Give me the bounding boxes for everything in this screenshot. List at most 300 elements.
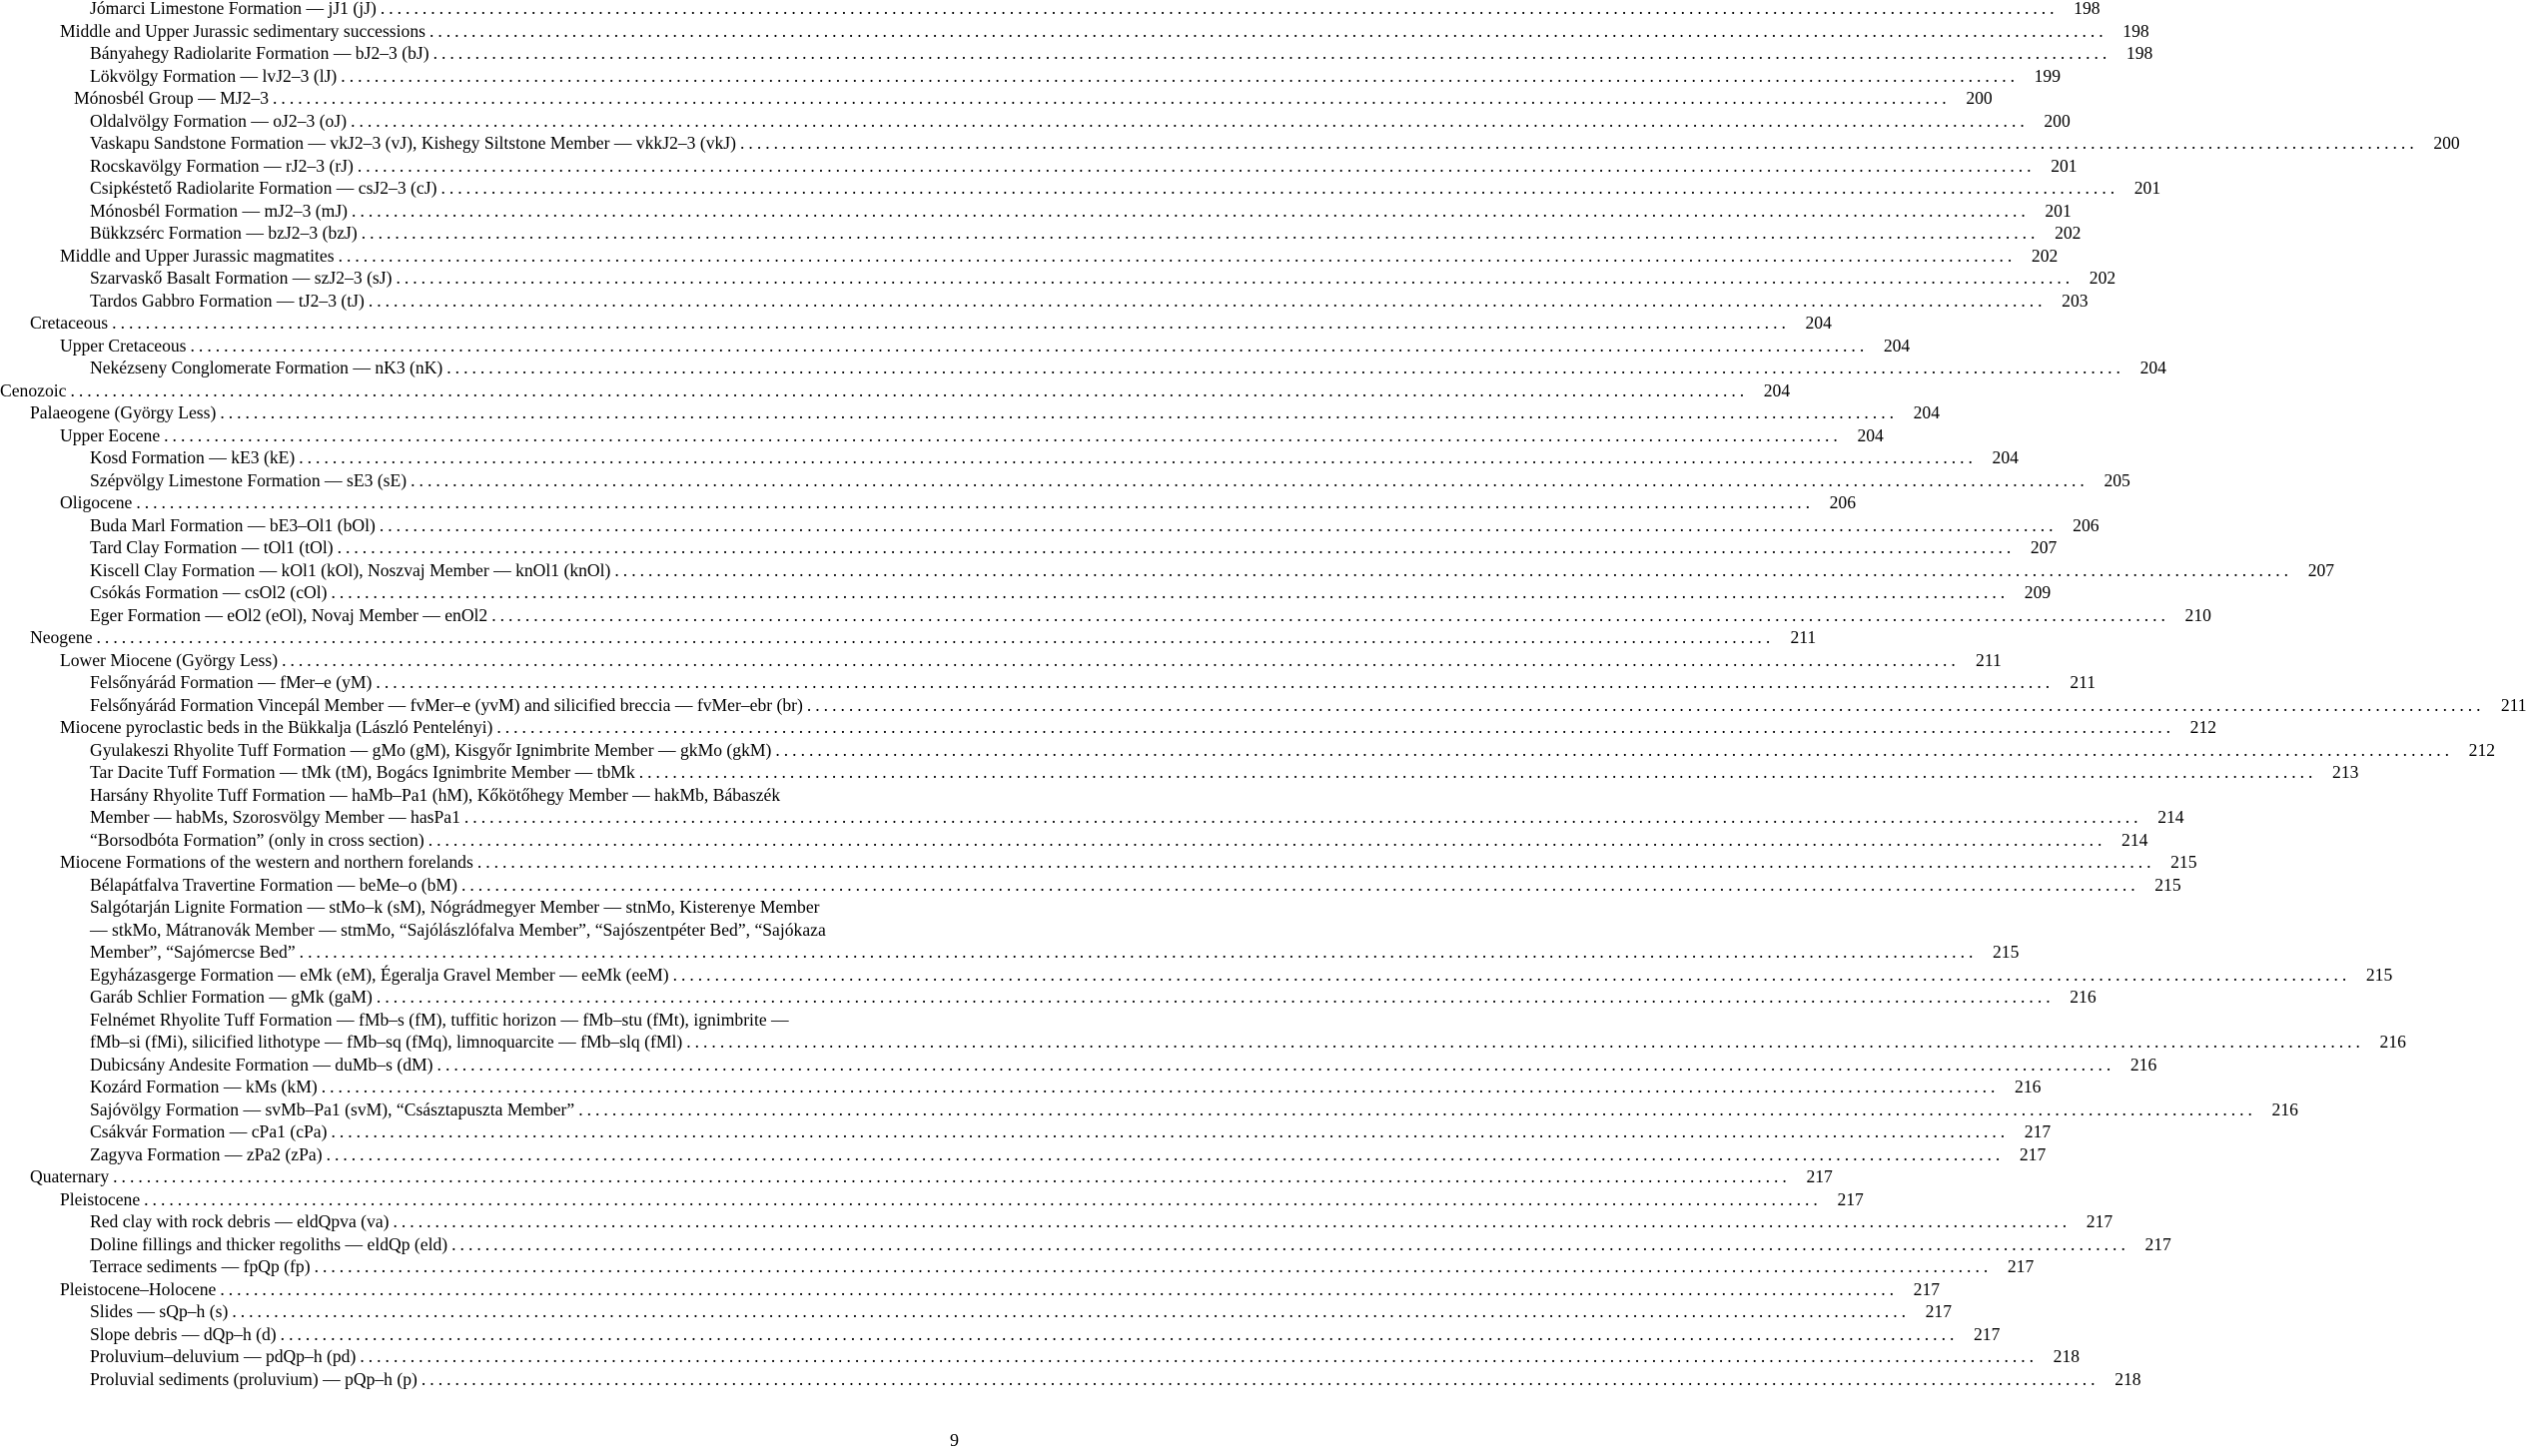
toc-page-number: 214: [2157, 807, 2184, 827]
toc-page-number: 207: [2030, 537, 2058, 557]
dot-leader: ........................................................................................................................................................................................................: [428, 20, 2107, 41]
toc-row: [0, 1076, 2042, 1097]
toc-page-number: 217: [2086, 1211, 2113, 1231]
toc-entry[interactable]: [90, 0, 2101, 19]
toc-page-number: 204: [1805, 313, 1832, 333]
toc-page-number: 202: [2055, 223, 2082, 243]
toc-title: Member — habMs, Szorosvölgy Member — hasPa1: [90, 807, 460, 827]
toc-row: [0, 87, 1993, 109]
toc-page-number: 211: [2500, 694, 2527, 715]
toc-page-number: 217: [1806, 1166, 1833, 1186]
toc-row: [0, 716, 2217, 738]
toc-entry[interactable]: [90, 200, 2072, 222]
dot-leader: ........................................................................................................................................................................................................: [136, 492, 1814, 512]
toc-entry[interactable]: [74, 87, 1993, 109]
toc-entry[interactable]: [30, 312, 1832, 334]
toc-row: [0, 896, 959, 918]
toc-row: [0, 1323, 2001, 1345]
dot-leader: ........................................................................................................................................................................................................: [672, 964, 2351, 985]
toc-entry[interactable]: [90, 1120, 2052, 1142]
toc-row: [0, 132, 2460, 154]
toc-page-number: 212: [2468, 739, 2496, 760]
dot-leader: ........................................................................................................................................................................................................: [220, 402, 1898, 422]
toc-title: Pleistocene: [60, 1188, 141, 1209]
toc-title: Egyházasgerge Formation — eMk (eM), Égeralja Gravel Member — eeMk (eeM): [90, 964, 669, 985]
toc-entry[interactable]: [90, 222, 2082, 244]
toc-entry[interactable]: [0, 379, 1791, 401]
toc-page-number: 200: [2433, 133, 2460, 153]
toc-title: Lökvölgy Formation — lvJ2–3 (lJ): [90, 65, 338, 86]
toc-entry[interactable]: [90, 1255, 2035, 1277]
dot-leader: ........................................................................................................................................................................................................: [379, 514, 2058, 535]
toc-title: Tard Clay Formation — tOl1 (tOl): [90, 537, 334, 557]
toc-page-number: 204: [1913, 402, 1940, 422]
dot-leader: ........................................................................................................................................................................................................: [393, 1211, 2072, 1231]
toc-row: [0, 559, 2335, 581]
dot-leader: ........................................................................................................................................................................................................: [686, 1032, 2364, 1052]
dot-leader: ........................................................................................................................................................................................................: [357, 155, 2036, 176]
dot-leader: ........................................................................................................................................................................................................: [273, 88, 1951, 108]
toc-title: Zagyva Formation — zPa2 (zPa): [90, 1143, 323, 1164]
toc-entry[interactable]: [90, 896, 959, 918]
dot-leader: ........................................................................................................................................................................................................: [432, 43, 2111, 63]
dot-leader: ........................................................................................................................................................................................................: [376, 672, 2055, 692]
toc-row: [0, 1009, 959, 1031]
toc-title: Kozárd Formation — kMs (kM): [90, 1077, 318, 1096]
toc-row: [0, 581, 2052, 603]
toc-page-number: 217: [1913, 1278, 1941, 1299]
dot-leader: ........................................................................................................................................................................................................: [740, 133, 2418, 153]
dot-leader: ........................................................................................................................................................................................................: [496, 717, 2175, 737]
toc-row: [0, 806, 2184, 828]
page-number: 9: [950, 1430, 959, 1450]
dot-leader: ........................................................................................................................................................................................................: [368, 290, 2047, 311]
toc-title: Kosd Formation — kE3 (kE): [90, 447, 296, 467]
toc-title: Slides — sQp–h (s): [90, 1301, 229, 1321]
toc-title: Salgótarján Lignite Formation — stMo–k (sM), Nógrádmegyer Member — stnMo, Kisterenye Member: [90, 897, 820, 917]
toc-page-number: 217: [1837, 1188, 1864, 1209]
dot-leader: ........................................................................................................................................................................................................: [113, 1166, 1791, 1186]
toc-title: Proluvium–deluvium — pdQp–h (pd): [90, 1346, 357, 1366]
toc-row: [0, 1031, 2406, 1053]
toc-row: [0, 267, 2116, 289]
toc-title: Eger Formation — eOl2 (eOl), Novaj Member — enOl2: [90, 604, 488, 625]
toc-row: [0, 1098, 2298, 1120]
dot-leader: ........................................................................................................................................................................................................: [112, 313, 1790, 333]
toc-title: Buda Marl Formation — bE3–Ol1 (bOl): [90, 514, 376, 535]
dot-leader: ........................................................................................................................................................................................................: [220, 1278, 1899, 1299]
toc-entry[interactable]: [60, 491, 1856, 513]
toc-title: Csókás Formation — csOl2 (cOl): [90, 582, 328, 602]
toc-title: Middle and Upper Jurassic sedimentary successions: [60, 20, 425, 41]
toc-entry[interactable]: [90, 1233, 2171, 1255]
dot-leader: ........................................................................................................................................................................................................: [326, 1143, 2005, 1164]
toc-entry[interactable]: [60, 716, 2217, 738]
toc-entry[interactable]: [90, 559, 2335, 581]
toc-page-number: 199: [2034, 65, 2061, 86]
dot-leader: ........................................................................................................................................................................................................: [338, 245, 2017, 266]
dot-leader: ........................................................................................................................................................................................................: [299, 942, 1978, 962]
toc-entry[interactable]: [90, 739, 2496, 761]
toc-title: Gyulakeszi Rhyolite Tuff Formation — gMo (gM), Kisgyőr Ignimbrite Member — gkMo (gkM): [90, 739, 772, 760]
toc-title: Oligocene: [60, 492, 133, 512]
toc-page-number: 201: [2133, 178, 2161, 198]
toc-entry[interactable]: [60, 424, 1884, 446]
toc-entry[interactable]: [90, 1098, 2298, 1120]
toc-page-number: 202: [2089, 268, 2116, 288]
toc-entry[interactable]: [90, 110, 2071, 132]
toc-page-number: 202: [2031, 245, 2059, 266]
toc-row: [0, 919, 959, 941]
dot-leader: ........................................................................................................................................................................................................: [638, 762, 2317, 782]
toc-page-number: 198: [2122, 20, 2149, 41]
toc-title: Cenozoic: [0, 379, 67, 400]
toc-row: [0, 941, 2020, 963]
dot-leader: ........................................................................................................................................................................................................: [436, 1054, 2115, 1075]
toc-page-number: 206: [1829, 492, 1856, 512]
toc-page-number: 217: [2019, 1143, 2047, 1164]
dot-leader: ........................................................................................................................................................................................................: [299, 447, 1977, 467]
toc-page-number: 215: [1992, 942, 2020, 962]
dot-leader: ........................................................................................................................................................................................................: [164, 424, 1842, 445]
toc-entry[interactable]: [30, 401, 1940, 423]
dot-leader: ........................................................................................................................................................................................................: [232, 1301, 1910, 1321]
toc-title: Miocene Formations of the western and northern forelands: [60, 852, 473, 872]
toc-page-number: 216: [2015, 1077, 2042, 1096]
toc-entry[interactable]: [90, 1323, 2001, 1345]
toc-row: [0, 1143, 2047, 1165]
toc-title: Harsány Rhyolite Tuff Formation — haMb–Pa1 (hM), Kőkötőhegy Member — hakMb, Bábaszék: [90, 784, 781, 805]
dot-leader: ........................................................................................................................................................................................................: [614, 559, 2293, 580]
toc-entry[interactable]: [60, 851, 2197, 873]
toc-entry[interactable]: [60, 649, 2002, 671]
toc-entry[interactable]: [90, 177, 2161, 199]
toc-row: [0, 604, 2211, 626]
toc-page-number: 201: [2051, 155, 2078, 176]
toc-row: [0, 1233, 2171, 1255]
toc-row: [0, 514, 2100, 536]
dot-leader: ........................................................................................................................................................................................................: [337, 537, 2016, 557]
dot-leader: ........................................................................................................................................................................................................: [578, 1098, 2256, 1119]
dot-leader: ........................................................................................................................................................................................................: [282, 649, 1960, 670]
toc-entry[interactable]: [90, 514, 2100, 536]
toc-page-number: 200: [2044, 110, 2071, 131]
toc-row: [0, 245, 2059, 267]
dot-leader: ........................................................................................................................................................................................................: [331, 582, 2010, 602]
dot-leader: ........................................................................................................................................................................................................: [451, 1233, 2129, 1254]
dot-leader: ........................................................................................................................................................................................................: [352, 200, 2030, 221]
toc-title: Slope debris — dQp–h (d): [90, 1323, 277, 1344]
toc-title: Nekézseny Conglomerate Formation — nK3 (nK): [90, 358, 443, 377]
toc-page-number: 211: [2070, 672, 2097, 692]
toc-row: [0, 784, 959, 806]
toc-entry[interactable]: [90, 1054, 2157, 1076]
toc-title: Tardos Gabbro Formation — tJ2–3 (tJ): [90, 290, 365, 311]
toc-page-number: 205: [2104, 469, 2130, 490]
toc-entry[interactable]: [60, 335, 1911, 357]
toc-entry[interactable]: [90, 986, 2097, 1008]
toc-page-number: 215: [2365, 964, 2393, 985]
toc-entry[interactable]: [90, 1031, 2406, 1053]
toc-row: [0, 357, 2166, 378]
toc-title: Dubicsány Andesite Formation — duMb–s (dM): [90, 1054, 433, 1075]
toc-title: Kiscell Clay Formation — kOl1 (kOl), Noszvaj Member — knOl1 (knOl): [90, 559, 611, 580]
dot-leader: ........................................................................................................................................................................................................: [144, 1188, 1822, 1209]
toc-entry[interactable]: [90, 919, 959, 941]
toc-entry[interactable]: [90, 806, 2184, 828]
toc-page-number: 217: [1925, 1301, 1952, 1321]
toc-title: Proluvial sediments (proluvium) — pQp–h (p): [90, 1368, 418, 1389]
toc-entry[interactable]: [30, 1165, 1833, 1187]
toc-row: [0, 761, 2359, 783]
toc-title: fMb–si (fMi), silicified lithotype — fMb–sq (fMq), limnoquarcite — fMb–slq (fMl): [90, 1032, 683, 1052]
toc-page-number: 204: [1992, 447, 2019, 467]
toc-page-number: 200: [1966, 88, 1993, 108]
toc-entry[interactable]: [90, 694, 2527, 716]
toc-title: Palaeogene (György Less): [30, 402, 217, 422]
toc-page-number: 204: [1883, 335, 1911, 356]
toc-entry[interactable]: [90, 1143, 2047, 1165]
toc-row: [0, 20, 2149, 42]
toc-title: Csákvár Formation — cPa1 (cPa): [90, 1121, 328, 1141]
toc-page-number: 216: [2070, 987, 2097, 1007]
toc-row: [0, 424, 1884, 446]
dot-leader: ........................................................................................................................................................................................................: [341, 65, 2019, 86]
toc-page-number: 211: [1976, 649, 2002, 670]
toc-title: Terrace sediments — fpQp (fp): [90, 1256, 311, 1276]
dot-leader: ........................................................................................................................................................................................................: [70, 379, 1749, 400]
dot-leader: ........................................................................................................................................................................................................: [376, 987, 2055, 1007]
toc-row: [0, 739, 2496, 761]
toc-row: [0, 200, 2072, 222]
toc-entry[interactable]: [90, 1300, 1952, 1322]
dot-leader: ........................................................................................................................................................................................................: [476, 852, 2155, 872]
toc-title: Vaskapu Sandstone Formation — vkJ2–3 (vJ), Kishegy Siltstone Member — vkkJ2–3 (vkJ): [90, 133, 737, 153]
dot-leader: ........................................................................................................................................................................................................: [491, 604, 2169, 625]
dot-leader: ........................................................................................................................................................................................................: [314, 1256, 1993, 1276]
toc-page-number: 209: [2024, 582, 2052, 602]
dot-leader: ........................................................................................................................................................................................................: [775, 739, 2454, 760]
toc-entry[interactable]: [60, 245, 2059, 267]
toc-page-number: 201: [2045, 200, 2072, 221]
toc-title: Szarvaskő Basalt Formation — szJ2–3 (sJ): [90, 268, 393, 288]
toc-row: [0, 177, 2161, 199]
dot-leader: ........................................................................................................................................................................................................: [427, 829, 2106, 850]
toc-entry[interactable]: [90, 941, 2020, 963]
toc-title: Miocene pyroclastic beds in the Bükkalja (László Pentelényi): [60, 717, 493, 737]
dot-leader: ........................................................................................................................................................................................................: [446, 358, 2124, 377]
toc-page-number: 218: [2114, 1368, 2141, 1389]
toc-page-number: 213: [2332, 762, 2359, 782]
toc-page-number: 212: [2189, 717, 2217, 737]
toc-row: [0, 290, 2089, 312]
toc-page-number: 216: [2271, 1098, 2298, 1119]
toc-row: [0, 0, 2101, 19]
toc-row: [0, 312, 1832, 334]
toc-row: [0, 694, 2527, 716]
toc-row: [0, 222, 2082, 244]
toc-row: [0, 1278, 1941, 1300]
toc-entry[interactable]: [90, 1076, 2042, 1097]
toc-page-number: 207: [2307, 559, 2335, 580]
toc-entry[interactable]: [90, 784, 959, 806]
toc-entry[interactable]: [90, 1368, 2141, 1390]
toc-row: [0, 42, 2153, 64]
toc-entry[interactable]: [90, 604, 2211, 626]
toc-row: [0, 446, 2019, 468]
toc-entry[interactable]: [60, 1188, 1864, 1210]
dot-leader: ........................................................................................................................................................................................................: [380, 0, 2059, 18]
toc-title: Pleistocene–Holocene: [60, 1278, 217, 1299]
dot-leader: ........................................................................................................................................................................................................: [806, 694, 2485, 715]
toc-row: [0, 1188, 1864, 1210]
toc-page-number: 210: [2184, 604, 2211, 625]
toc-title: Neogene: [30, 627, 93, 647]
toc-entry[interactable]: [90, 1009, 959, 1031]
toc-title: Oldalvölgy Formation — oJ2–3 (oJ): [90, 110, 348, 131]
toc-title: Upper Cretaceous: [60, 335, 187, 356]
toc-row: [0, 1368, 2141, 1390]
toc-title: Tar Dacite Tuff Formation — tMk (tM), Bogács Ignimbrite Member — tbMk: [90, 762, 635, 782]
dot-leader: ........................................................................................................................................................................................................: [460, 874, 2139, 895]
toc-title: Felsőnyárád Formation — fMer–e (yM): [90, 672, 373, 692]
dot-leader: ........................................................................................................................................................................................................: [463, 807, 2142, 827]
toc-entry[interactable]: [90, 671, 2097, 693]
dot-leader: ........................................................................................................................................................................................................: [280, 1323, 1959, 1344]
toc-entry[interactable]: [90, 761, 2359, 783]
toc-row: [0, 110, 2071, 132]
toc-entry[interactable]: [90, 446, 2019, 468]
toc-title: Middle and Upper Jurassic magmatites: [60, 245, 335, 266]
toc-row: [0, 155, 2078, 177]
toc-entry[interactable]: [90, 65, 2061, 87]
toc-entry[interactable]: [90, 155, 2078, 177]
toc-title: Garáb Schlier Formation — gMk (gaM): [90, 987, 373, 1007]
toc-row: [0, 1255, 2035, 1277]
toc-entry[interactable]: [60, 1278, 1941, 1300]
toc-entry[interactable]: [90, 42, 2153, 64]
toc-title: Szépvölgy Limestone Formation — sE3 (sE): [90, 469, 408, 490]
toc-entry[interactable]: [90, 290, 2089, 312]
toc-page-number: 215: [2154, 874, 2181, 895]
toc-title: Bükkzsérc Formation — bzJ2–3 (bzJ): [90, 223, 358, 243]
toc-page-number: 203: [2062, 290, 2089, 311]
toc-entry[interactable]: [90, 357, 2166, 378]
toc-page-number: 198: [2074, 0, 2101, 18]
toc-row: [0, 1165, 1833, 1187]
toc-page-number: 215: [2170, 852, 2197, 872]
toc-page-number: 204: [1763, 379, 1791, 400]
toc-title: Red clay with rock debris — eldQpva (va): [90, 1211, 390, 1231]
toc-title: Rocskavölgy Formation — rJ2–3 (rJ): [90, 155, 354, 176]
toc-row: [0, 964, 2393, 986]
toc-row: [0, 491, 1856, 513]
dot-leader: ........................................................................................................................................................................................................: [361, 223, 2040, 243]
toc-entry[interactable]: [90, 132, 2460, 154]
toc-title: Member”, “Sajómercse Bed”: [90, 942, 296, 962]
dot-leader: ........................................................................................................................................................................................................: [396, 268, 2075, 288]
toc-entry[interactable]: [90, 964, 2393, 986]
dot-leader: ........................................................................................................................................................................................................: [321, 1077, 2000, 1096]
toc-title: Sajóvölgy Formation — svMb–Pa1 (svM), “Császtapuszta Member”: [90, 1098, 575, 1119]
toc-page-number: 216: [2129, 1054, 2157, 1075]
toc-row: [0, 335, 1911, 357]
toc-entry[interactable]: [90, 1210, 2113, 1232]
toc-page-number: 216: [2379, 1032, 2406, 1052]
toc-entry[interactable]: [90, 536, 2058, 558]
toc-row: [0, 986, 2097, 1008]
toc-page-number: 217: [2144, 1233, 2171, 1254]
toc-row: [0, 469, 2130, 491]
toc-title: Jómarci Limestone Formation — jJ1 (jJ): [90, 0, 377, 18]
toc-title: “Borsodbóta Formation” (only in cross section): [90, 829, 424, 850]
toc-row: [0, 536, 2058, 558]
toc-row: [0, 874, 2181, 896]
toc-page-number: 214: [2121, 829, 2148, 850]
toc-row: [0, 1345, 2081, 1367]
toc-title: Bányahegy Radiolarite Formation — bJ2–3 (bJ): [90, 43, 429, 63]
toc-entry[interactable]: [90, 469, 2130, 491]
toc-row: [0, 829, 2148, 851]
toc-title: Bélapátfalva Travertine Formation — beMe–o (bM): [90, 874, 457, 895]
toc-page-number: 204: [1857, 424, 1884, 445]
toc-title: Lower Miocene (György Less): [60, 649, 279, 670]
toc-entry[interactable]: [90, 1345, 2081, 1367]
toc-page-number: 198: [2125, 43, 2153, 63]
toc-entry[interactable]: [90, 874, 2181, 896]
toc-row: [0, 626, 1817, 648]
toc-title: Doline fillings and thicker regoliths — eldQp (eld): [90, 1233, 448, 1254]
dot-leader: ........................................................................................................................................................................................................: [190, 335, 1869, 356]
toc-title: Mónosbél Group — MJ2–3: [74, 88, 270, 108]
toc-page-number: 204: [2139, 358, 2166, 377]
toc-page-number: 217: [1973, 1323, 2001, 1344]
toc-entry[interactable]: [90, 267, 2116, 289]
toc-entry[interactable]: [90, 829, 2148, 851]
toc-entry[interactable]: [60, 20, 2149, 42]
toc-entry[interactable]: [90, 581, 2052, 603]
toc-row: [0, 1210, 2113, 1232]
toc-row: [0, 671, 2097, 693]
toc-page-number: 211: [1790, 627, 1817, 647]
dot-leader: ........................................................................................................................................................................................................: [360, 1346, 2039, 1366]
toc-entry[interactable]: [30, 626, 1817, 648]
toc-row: [0, 401, 1940, 423]
toc-page-number: 206: [2073, 514, 2100, 535]
toc-title: Felnémet Rhyolite Tuff Formation — fMb–s (fM), tuffitic horizon — fMb–stu (fMt), ignimbrite —: [90, 1009, 789, 1030]
dot-leader: ........................................................................................................................................................................................................: [96, 627, 1775, 647]
toc-page-number: 217: [2007, 1256, 2035, 1276]
dot-leader: ........................................................................................................................................................................................................: [351, 110, 2029, 131]
toc-row: [0, 649, 2002, 671]
dot-leader: ........................................................................................................................................................................................................: [440, 178, 2119, 198]
toc-row: [0, 851, 2197, 873]
toc-row: [0, 1120, 2052, 1142]
toc-row: [0, 65, 2061, 87]
dot-leader: ........................................................................................................................................................................................................: [331, 1121, 2010, 1141]
dot-leader: ........................................................................................................................................................................................................: [411, 469, 2089, 490]
toc-row: [0, 1054, 2157, 1076]
toc-title: Upper Eocene: [60, 424, 161, 445]
toc-page-number: 218: [2053, 1346, 2081, 1366]
toc-row: [0, 379, 1791, 401]
toc-title: Felsőnyárád Formation Vincepál Member — fvMer–e (yvM) and silicified breccia — fvMer–ebr (br): [90, 694, 803, 715]
toc-title: Mónosbél Formation — mJ2–3 (mJ): [90, 200, 349, 221]
toc-title: Csipkéstető Radiolarite Formation — csJ2–3 (cJ): [90, 178, 437, 198]
toc-page-number: 217: [2024, 1121, 2052, 1141]
toc-title: Quaternary: [30, 1166, 110, 1186]
toc-title: Cretaceous: [30, 313, 109, 333]
